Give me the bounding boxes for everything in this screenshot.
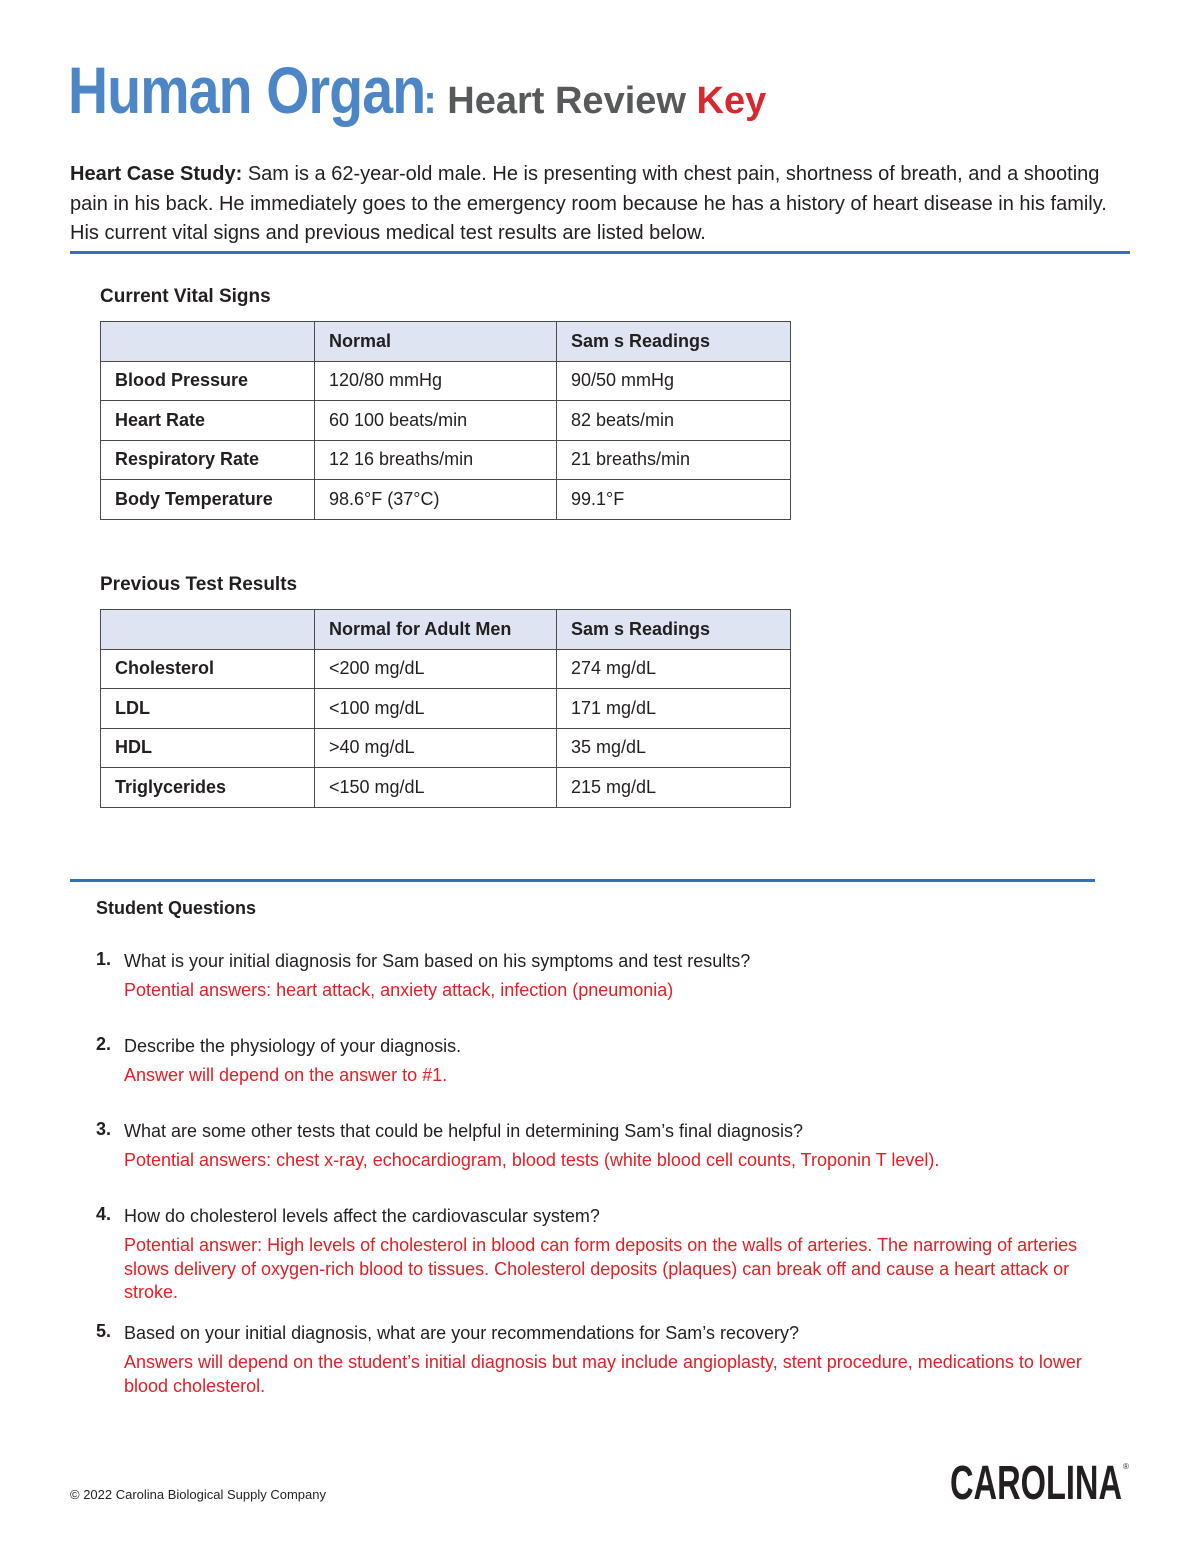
reading-value: 90/50 mmHg [557, 361, 791, 401]
question-text: Based on your initial diagnosis, what are your recommendations for Sam’s recovery? [124, 1323, 799, 1343]
reading-value: 21 breaths/min [557, 440, 791, 480]
normal-value: 60 100 beats/min [315, 401, 557, 441]
normal-value: 98.6°F (37°C) [315, 480, 557, 520]
section-divider-top [70, 251, 1130, 254]
question-item [96, 949, 1096, 1003]
question-number: 5. [96, 1321, 112, 1341]
title-key: Key [696, 80, 767, 122]
section-divider-questions [70, 879, 1095, 882]
reading-value: 82 beats/min [557, 401, 791, 441]
row-label: Respiratory Rate [101, 440, 315, 480]
tests-table [100, 609, 791, 808]
svg-text:®: ® [1123, 1462, 1129, 1471]
normal-value: >40 mg/dL [315, 728, 557, 768]
case-study-paragraph [70, 160, 1120, 249]
reading-value: 99.1°F [557, 480, 791, 520]
table-row [101, 361, 791, 401]
copyright-footer: © 2022 Carolina Biological Supply Company [70, 1487, 327, 1502]
answer-text: Potential answers: heart attack, anxiety attack, infection (pneumonia) [124, 980, 674, 1000]
carolina-logo [950, 1455, 1130, 1505]
table-row [101, 689, 791, 729]
case-study-lead: Heart Case Study: [70, 163, 243, 185]
question-text: How do cholesterol levels affect the cardiovascular system? [124, 1206, 600, 1226]
table-header-row [101, 322, 791, 362]
row-label: Blood Pressure [101, 361, 315, 401]
table-row [101, 480, 791, 520]
table-header-cell: Sam s Readings [557, 322, 791, 362]
question-number: 4. [96, 1204, 112, 1224]
table-row [101, 649, 791, 689]
row-label: LDL [101, 689, 315, 729]
table-header-row [101, 610, 791, 650]
row-label: Heart Rate [101, 401, 315, 441]
row-label: Triglycerides [101, 768, 315, 808]
reading-value: 171 mg/dL [557, 689, 791, 729]
normal-value: <150 mg/dL [315, 768, 557, 808]
questions-title: Student Questions [96, 898, 257, 918]
question-item [96, 1204, 1096, 1305]
reading-value: 274 mg/dL [557, 649, 791, 689]
question-text: What is your initial diagnosis for Sam based on his symptoms and test results? [124, 951, 751, 971]
answer-text: Potential answers: chest x-ray, echocardiogram, blood tests (white blood cell counts, Troponin T level). [124, 1150, 940, 1170]
reading-value: 35 mg/dL [557, 728, 791, 768]
row-label: HDL [101, 728, 315, 768]
normal-value: <100 mg/dL [315, 689, 557, 729]
title-main: Human Organ [68, 53, 426, 127]
answer-text: Answer will depend on the answer to #1. [124, 1065, 448, 1085]
normal-value: 120/80 mmHg [315, 361, 557, 401]
carolina-logo-text: CAROLINA [950, 1457, 1122, 1505]
question-item [96, 1321, 1096, 1398]
table-row [101, 440, 791, 480]
title-sub: Heart Review [436, 80, 697, 122]
answer-text: Answers will depend on the student’s initial diagnosis but may include angioplasty, stent procedure, medications to lower blood cholesterol. [124, 1352, 1082, 1396]
question-text: What are some other tests that could be helpful in determining Sam’s final diagnosis? [124, 1121, 804, 1141]
question-item [96, 1119, 1096, 1173]
tests-label: Previous Test Results [100, 574, 298, 595]
question-number: 2. [96, 1034, 112, 1054]
answer-text: Potential answer: High levels of cholesterol in blood can form deposits on the walls of arteries. The narrowing of arteries slows delivery of oxygen-rich blood to tissues. Cholesterol deposits (plaques) can break off and cause a heart attack or stroke. [124, 1235, 1078, 1302]
case-study-text: Sam is a 62-year-old male. He is presenting with chest pain, shortness of breath, and a shooting pain in his back. He immediately goes to the emergency room because he has a history of heart disease in his family. His current vital signs and previous medical test results are listed below. [70, 163, 1107, 244]
question-item [96, 1034, 1096, 1088]
normal-value: <200 mg/dL [315, 649, 557, 689]
title-colon: : [423, 78, 437, 122]
table-header-cell: Normal for Adult Men [315, 610, 557, 650]
table-header-cell [101, 322, 315, 362]
table-header-cell [101, 610, 315, 650]
table-header-cell: Sam s Readings [557, 610, 791, 650]
row-label: Body Temperature [101, 480, 315, 520]
question-text: Describe the physiology of your diagnosis. [124, 1036, 462, 1056]
table-header-cell: Normal [315, 322, 557, 362]
table-row [101, 728, 791, 768]
row-label: Cholesterol [101, 649, 315, 689]
table-row [101, 401, 791, 441]
reading-value: 215 mg/dL [557, 768, 791, 808]
question-number: 3. [96, 1119, 112, 1139]
normal-value: 12 16 breaths/min [315, 440, 557, 480]
vitals-label: Current Vital Signs [100, 286, 271, 307]
question-number: 1. [96, 949, 112, 969]
vitals-table [100, 321, 791, 520]
table-row [101, 768, 791, 808]
page-title [68, 52, 766, 128]
